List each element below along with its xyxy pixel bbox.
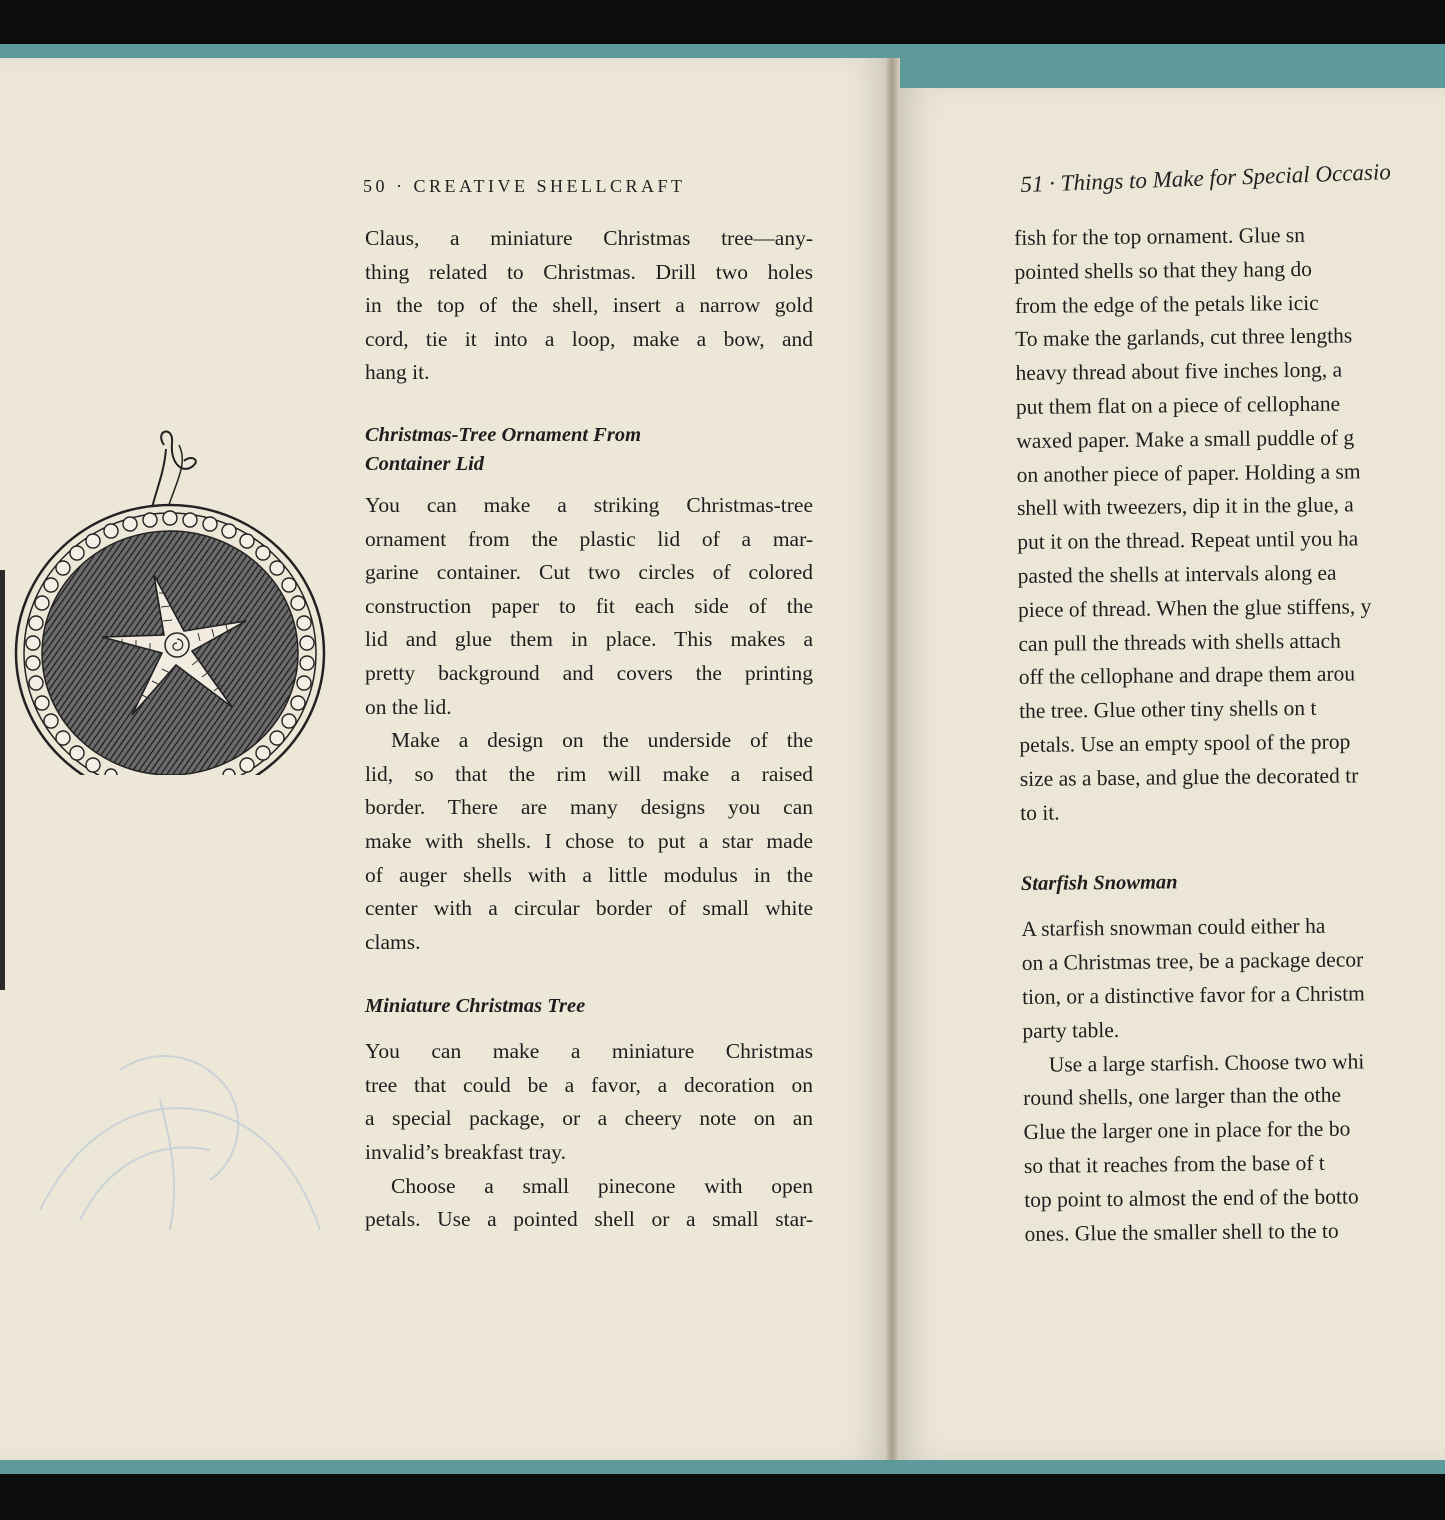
text-line: cord, tie it into a loop, make a bow, and: [365, 326, 813, 351]
text-line: heavy thread about five inches long, a: [1015, 357, 1343, 386]
text-line: border. There are many designs you can: [365, 795, 813, 820]
ornament-paragraph-1: [365, 489, 813, 724]
text-line: A starfish snowman could either ha: [1021, 914, 1326, 942]
show-through-drawing: [20, 1010, 340, 1250]
text-line: clams.: [365, 929, 421, 954]
text-line: hang it.: [365, 360, 430, 385]
text-line: put it on the thread. Repeat until you ha: [1017, 526, 1359, 555]
text-line: in the top of the shell, insert a narrow gold: [365, 293, 813, 318]
text-line: petals. Use an empty spool of the prop: [1019, 729, 1351, 757]
snowman-paragraph-2: [1023, 1043, 1445, 1252]
text-line: Make a design on the underside of the: [391, 728, 813, 753]
text-line: Choose a small pinecone with open: [391, 1173, 813, 1198]
text-line: piece of thread. When the glue stiffens, y: [1017, 594, 1372, 622]
text-line: on the lid.: [365, 694, 452, 719]
text-line: a special package, or a cheery note on an: [365, 1106, 813, 1131]
text-line: petals. Use a pointed shell or a small star-: [365, 1207, 813, 1232]
text-line: top point to almost the end of the botto: [1024, 1184, 1359, 1212]
text-line: on a Christmas tree, be a package decor: [1021, 947, 1364, 976]
text-line: thing related to Christmas. Drill two holes: [365, 259, 813, 284]
text-line: ones. Glue the smaller shell to the to: [1024, 1218, 1339, 1246]
text-line: pointed shells so that they hang do: [1014, 256, 1313, 284]
text-line: so that it reaches from the base of t: [1023, 1150, 1325, 1178]
section-heading-tree: Miniature Christmas Tree: [365, 995, 586, 1018]
text-line: To make the garlands, cut three lengths: [1015, 323, 1353, 352]
text-line: shell with tweezers, dip it in the glue, a: [1016, 492, 1354, 521]
text-line: center with a circular border of small white: [365, 896, 813, 921]
text-line: invalid’s breakfast tray.: [365, 1140, 566, 1165]
text-line: make with shells. I chose to put a star made: [365, 828, 813, 853]
intro-paragraph: [365, 222, 813, 390]
text-line: off the cellophane and drape them arou: [1018, 661, 1356, 690]
text-line: lid, so that the rim will make a raised: [365, 761, 813, 786]
text-line: party table.: [1022, 1017, 1120, 1043]
book-gutter: [884, 58, 900, 1460]
tree-paragraph-1: [365, 1035, 813, 1169]
text-line: You can make a miniature Christmas: [365, 1039, 813, 1064]
text-line: can pull the threads with shells attach: [1018, 628, 1341, 656]
text-line: fish for the top ornament. Glue sn: [1014, 222, 1306, 250]
left-column: [365, 222, 813, 1237]
tree-paragraph-2: [365, 1170, 813, 1237]
garland-paragraph: [1014, 216, 1445, 830]
text-line: pretty background and covers the printing: [365, 660, 813, 685]
starfish-ornament-illustration: [14, 425, 334, 775]
text-line: garine container. Cut two circles of colored: [365, 560, 813, 585]
page-edge: [0, 570, 5, 990]
text-line: pasted the shells at intervals along ea: [1017, 560, 1337, 588]
section-heading-ornament-cont: Container Lid: [365, 452, 485, 475]
text-line: You can make a striking Christmas-tree: [365, 492, 813, 517]
text-line: tree that could be a favor, a decoration on: [365, 1072, 813, 1097]
section-heading-ornament: Christmas-Tree Ornament From: [365, 423, 642, 446]
text-line: of auger shells with a little modulus in the: [365, 862, 813, 887]
right-column: [1014, 216, 1445, 1251]
text-line: waxed paper. Make a small puddle of g: [1016, 425, 1355, 453]
text-line: tion, or a distinctive favor for a Christm: [1021, 981, 1365, 1009]
text-line: on another piece of paper. Holding a sm: [1016, 458, 1361, 487]
text-line: round shells, one larger than the othe: [1023, 1082, 1342, 1111]
text-line: Claus, a miniature Christmas tree—any-: [365, 226, 813, 250]
text-line: construction paper to fit each side of the: [365, 593, 813, 618]
text-line: size as a base, and glue the decorated tr: [1019, 763, 1359, 791]
text-line: Glue the larger one in place for the bo: [1023, 1116, 1351, 1145]
left-running-head: 50 · CREATIVE SHELLCRAFT: [363, 176, 686, 196]
text-line: the tree. Glue other tiny shells on t: [1018, 696, 1317, 724]
text-line: from the edge of the petals like icic: [1014, 290, 1319, 318]
ornament-paragraph-2: [365, 724, 813, 959]
text-line: Use a large starfish. Choose two whi: [1048, 1048, 1365, 1077]
section-heading-snowman: Starfish Snowman: [1020, 871, 1178, 896]
text-line: put them flat on a piece of cellophane: [1015, 391, 1341, 419]
right-running-head: 51 · Things to Make for Special Occasio: [1020, 159, 1392, 197]
text-line: lid and glue them in place. This makes a: [365, 627, 813, 652]
text-line: ornament from the plastic lid of a mar-: [365, 526, 813, 551]
text-line: to it.: [1020, 800, 1060, 825]
snowman-paragraph-1: [1021, 907, 1445, 1048]
